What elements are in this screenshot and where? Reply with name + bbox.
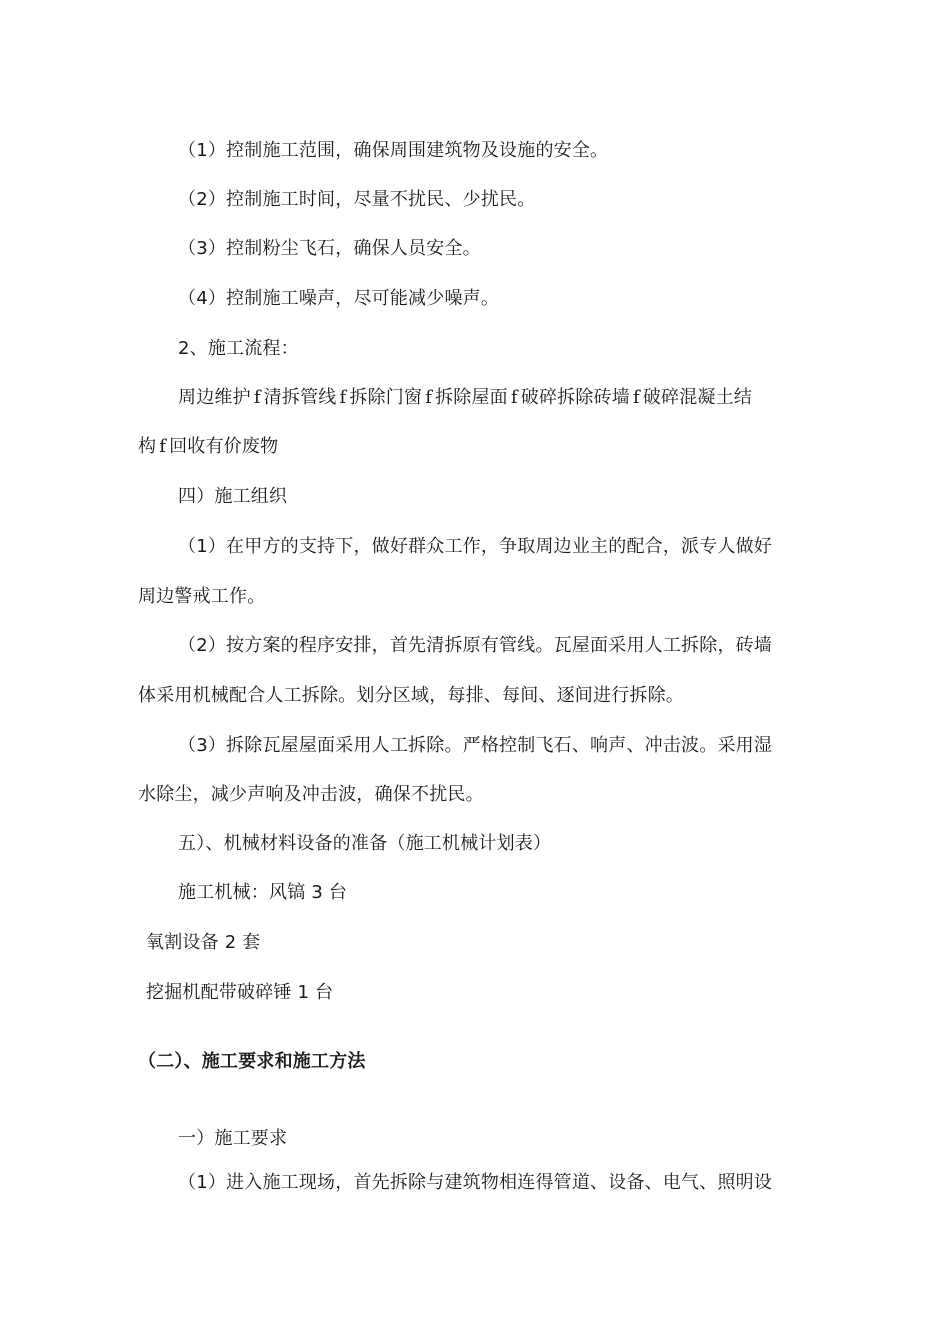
flow-step: 周边维护	[178, 387, 251, 408]
requirement-item-4: （4）控制施工噪声，尽可能减少噪声。	[178, 288, 500, 309]
flow-steps-line-2	[138, 435, 278, 459]
section-4-heading: 四）施工组织	[178, 486, 288, 507]
flow-steps-line-1	[178, 386, 752, 410]
flow-step: 拆除屋面	[435, 387, 508, 408]
requirement-item-1: （1）控制施工范围，确保周围建筑物及设施的安全。	[178, 140, 609, 161]
flow-separator: f	[339, 387, 347, 408]
organization-item-1-line-1: （1）在甲方的支持下，做好群众工作，争取周边业主的配合，派专人做好	[178, 536, 773, 557]
requirement-detail-1-line-1: （1）进入施工现场，首先拆除与建筑物相连得管道、设备、电气、照明设	[178, 1172, 773, 1193]
flow-step: 清拆管线	[263, 387, 337, 408]
requirement-item-2: （2）控制施工时间，尽量不扰民、少扰民。	[178, 189, 536, 210]
flow-separator: f	[632, 387, 640, 408]
flow-step: 破碎混凝土结	[642, 387, 753, 408]
flow-heading: 2、施工流程：	[178, 338, 299, 359]
machine-item-1: 施工机械：风镐 3 台	[178, 882, 348, 903]
flow-step: 拆除门窗	[349, 387, 423, 408]
part-2-heading: （二）、施工要求和施工方法	[138, 1051, 366, 1072]
organization-item-2-line-1: （2）按方案的程序安排，首先清拆原有管线。瓦屋面采用人工拆除，砖墙	[178, 635, 773, 656]
flow-step: 回收有价废物	[169, 436, 279, 457]
flow-step: 构	[138, 436, 157, 457]
flow-separator: f	[253, 387, 261, 408]
flow-separator: f	[510, 387, 518, 408]
organization-item-3-line-1: （3）拆除瓦屋屋面采用人工拆除。严格控制飞石、响声、冲击波。采用湿	[178, 735, 773, 756]
section-5-heading: 五）、机械材料设备的准备（施工机械计划表）	[178, 833, 552, 854]
machine-item-3: 挖掘机配带破碎锤 1 台	[146, 982, 334, 1003]
requirements-heading: 一）施工要求	[178, 1128, 288, 1149]
flow-separator: f	[425, 387, 433, 408]
organization-item-1-line-2: 周边警戒工作。	[138, 586, 266, 607]
organization-item-3-line-2: 水除尘，减少声响及冲击波，确保不扰民。	[138, 784, 484, 805]
flow-step: 破碎拆除砖墙	[520, 387, 630, 408]
machine-item-2: 氧割设备 2 套	[146, 932, 261, 953]
requirement-item-3: （3）控制粉尘飞石，确保人员安全。	[178, 238, 481, 259]
organization-item-2-line-2: 体采用机械配合人工拆除。划分区域，每排、每间、逐间进行拆除。	[138, 685, 684, 706]
flow-separator: f	[159, 436, 167, 457]
